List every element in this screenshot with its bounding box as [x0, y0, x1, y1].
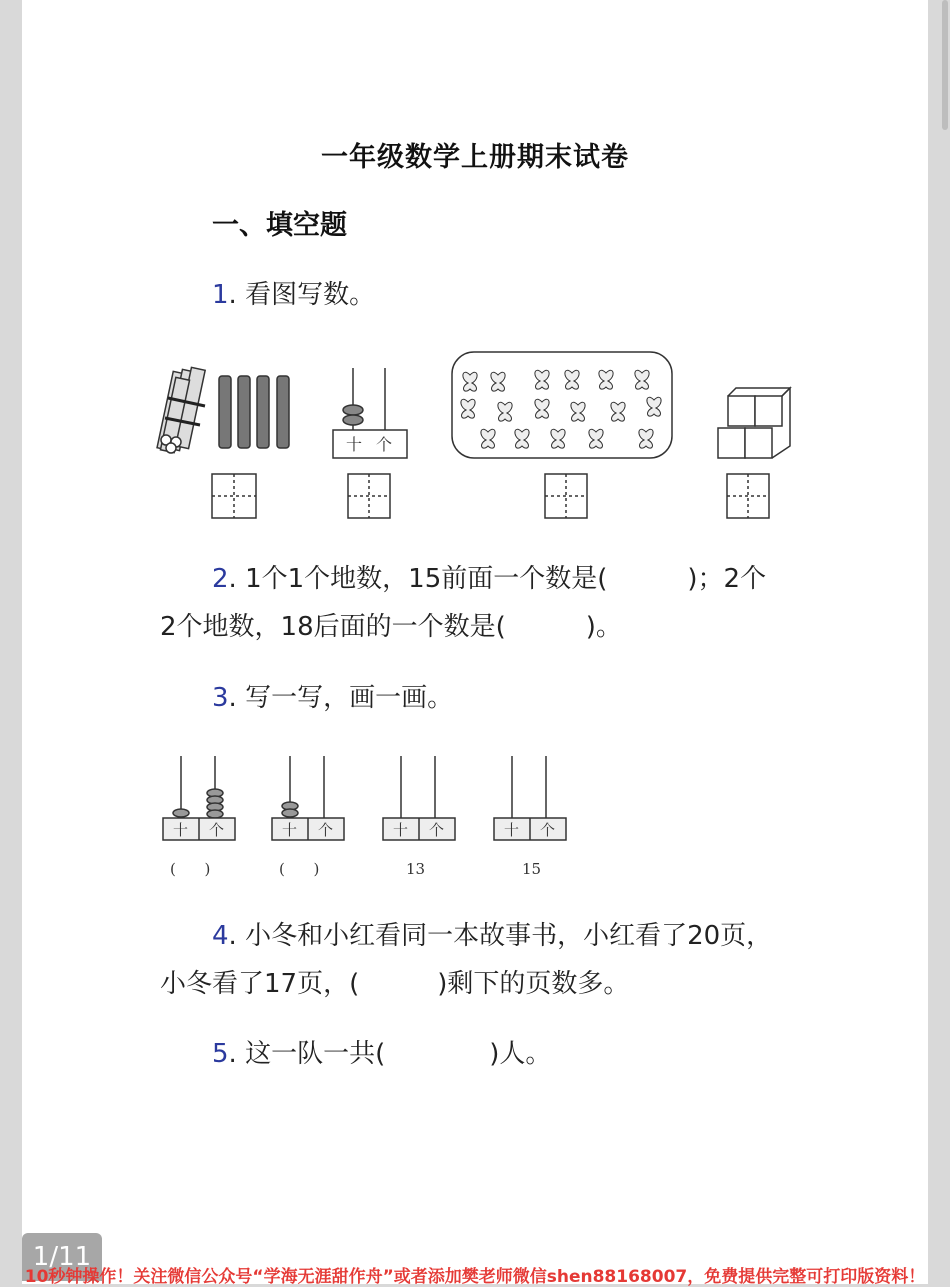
stick-bundle-image: [157, 367, 205, 453]
question-number: 1: [212, 280, 229, 310]
question-text: . 1个1个地数，15前面一个数是(: [228, 564, 608, 594]
svg-text:个: 个: [376, 435, 393, 454]
answer-grid[interactable]: [348, 474, 390, 518]
abacus-tens-label: 十: [504, 821, 520, 839]
butterflies-image: [452, 352, 672, 458]
question-5: [212, 1030, 551, 1078]
section-heading: 一、填空题: [212, 210, 347, 241]
question-number: 3: [212, 683, 229, 713]
question-text: )；2个: [687, 564, 767, 594]
question-text: . 看图写数。: [228, 280, 376, 310]
question-text: )剩下的页数多。: [437, 969, 630, 999]
question-4-line-2: [160, 960, 629, 1008]
abacus-ones-label: 个: [540, 821, 556, 839]
abacus-tens-label: 十: [173, 821, 189, 839]
abacus-tens-label: 十: [393, 821, 409, 839]
promo-footer: 10秒钟操作！关注微信公众号“学海无涯甜作舟”或者添加樊老师微信shen88168007，免费提供完整可打印版资料！: [24, 1267, 926, 1287]
cubes-image: [718, 388, 790, 458]
abacus-ones-label: 个: [209, 821, 225, 839]
question-text: 小冬看了17页，(: [160, 969, 360, 999]
abacus-answer-3: 13: [406, 860, 426, 878]
question-text: . 这一队一共(: [228, 1039, 386, 1069]
single-sticks-image: [219, 376, 289, 448]
abacus-ones-label: 个: [429, 821, 445, 839]
svg-text:十: 十: [346, 435, 363, 454]
question-2-line-1: [212, 555, 766, 603]
question-number: 2: [212, 564, 229, 594]
page-title: 一年级数学上册期末试卷: [321, 142, 629, 173]
question-3: [212, 674, 453, 722]
abacus-ones-label: 个: [318, 821, 334, 839]
question-number: 4: [212, 921, 229, 951]
abacus-answer-1[interactable]: ( ): [170, 860, 211, 878]
answer-grid[interactable]: [545, 474, 587, 518]
question-text: )人。: [489, 1039, 552, 1069]
answer-grid[interactable]: [212, 474, 256, 518]
question-2-line-2: [160, 603, 622, 651]
question-4-line-1: [212, 912, 772, 960]
abacus-tens-label: 十: [282, 821, 298, 839]
abacus-answer-4: 15: [522, 860, 542, 878]
abacus-image: [333, 368, 407, 458]
question-text: )。: [585, 612, 622, 642]
question-text: 2个地数，18后面的一个数是(: [160, 612, 506, 642]
question-text: . 小冬和小红看同一本故事书，小红看了20页，: [228, 921, 773, 951]
question-number: 5: [212, 1039, 229, 1069]
question-text: . 写一写，画一画。: [228, 683, 454, 713]
answer-grid[interactable]: [727, 474, 769, 518]
abacus-answer-2[interactable]: ( ): [279, 860, 320, 878]
page-indicator: 1/11: [22, 1233, 102, 1281]
